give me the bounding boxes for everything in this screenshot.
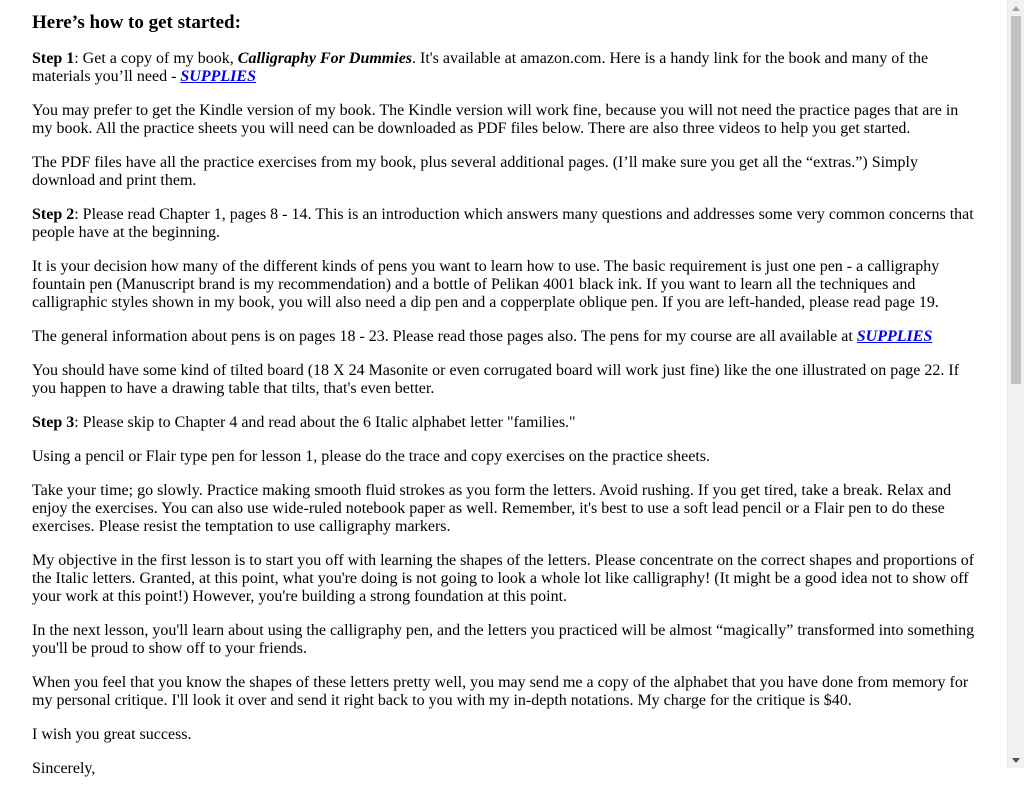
page-heading: Here’s how to get started: <box>32 12 241 33</box>
critique-paragraph: When you feel that you know the shapes of these letters pretty well, you may send me a copy of the alphabet that you have done from memory for my personal critique. I'll look it over and send it right back to you with my in-depth notations. My charge for the critique is $40. <box>32 674 969 709</box>
step-3-paragraph <box>32 414 982 432</box>
scroll-up-button[interactable] <box>1008 0 1024 16</box>
step-1-text-a: : Get a copy of my book, <box>74 50 238 67</box>
kindle-paragraph: You may prefer to get the Kindle version of my book. The Kindle version will work fine, because you will not need the practice pages that are in my book. All the practice sheets you will need can be downloaded as PDF files below. There are also three videos to help you get started. <box>32 102 959 137</box>
supplies-link-2[interactable]: SUPPLIES <box>856 328 933 345</box>
step-2-text: : Please read Chapter 1, pages 8 - 14. This is an introduction which answers many questions and addresses some very common concerns that people have at the beginning. <box>32 206 974 241</box>
general-pens-paragraph <box>32 328 982 346</box>
pdf-paragraph: The PDF files have all the practice exercises from my book, plus several additional pages. (I’ll make sure you get all the “extras.”) Simply download and print them. <box>32 154 918 189</box>
step-3-label: Step 3 <box>32 414 75 431</box>
vertical-scrollbar[interactable] <box>1007 0 1024 768</box>
pencil-paragraph: Using a pencil or Flair type pen for lesson 1, please do the trace and copy exercises on the practice sheets. <box>32 448 710 465</box>
step-1-label: Step 1 <box>32 50 75 67</box>
sincerely-paragraph: Sincerely, <box>32 760 96 777</box>
step-1-paragraph <box>32 50 982 86</box>
next-lesson-paragraph: In the next lesson, you'll learn about using the calligraphy pen, and the letters you practiced will be almost “magically” transformed into something you'll be proud to show off to your friends. <box>32 622 975 657</box>
wish-paragraph: I wish you great success. <box>32 726 192 743</box>
scrollbar-thumb[interactable] <box>1011 16 1021 384</box>
general-pens-text: The general information about pens is on pages 18 - 23. Please read those pages also. The pens for my course are all available at <box>32 328 857 345</box>
board-paragraph: You should have some kind of tilted board (18 X 24 Masonite or even corrugated board will work just fine) like the one illustrated on page 22. If you happen to have a drawing table that tilts, that's even better. <box>32 362 960 397</box>
book-title: Calligraphy For Dummies <box>237 50 413 67</box>
step-2-paragraph <box>32 206 982 242</box>
objective-paragraph: My objective in the first lesson is to start you off with learning the shapes of the letters. Please concentrate on the correct shapes and proportions of the Italic letters. Granted, at this point, what you're doing is not going to look a whole lot like calligraphy! (It might be a good idea not to show off your work at this point!) However, you're building a strong foundation at this point. <box>32 552 975 605</box>
page-content <box>32 12 982 794</box>
take-your-time-paragraph: Take your time; go slowly. Practice making smooth fluid strokes as you form the letters. Avoid rushing. If you get tired, take a break. Relax and enjoy the exercises. You can also use wide-ruled notebook paper as well. Remember, it's best to use a soft lead pencil or a Flair pen to do these exercises. Please resist the temptation to use calligraphy markers. <box>32 482 952 535</box>
scroll-down-button[interactable] <box>1008 752 1024 768</box>
triangle-down-icon <box>1012 758 1020 763</box>
step-3-text: : Please skip to Chapter 4 and read about the 6 Italic alphabet letter "families." <box>74 414 576 431</box>
step-2-label: Step 2 <box>32 206 75 223</box>
triangle-up-icon <box>1012 6 1020 11</box>
supplies-link[interactable]: SUPPLIES <box>180 68 256 85</box>
step-1-text-b: . It's available at amazon.com. Here is a handy link for the book and many of the materials you’ll need - <box>32 50 929 85</box>
pens-paragraph: It is your decision how many of the different kinds of pens you want to learn how to use. The basic requirement is just one pen - a calligraphy fountain pen (Manuscript brand is my recommendation) and a bottle of Pelikan 4001 black ink. If you want to learn all the techniques and calligraphic styles shown in my book, you will also need a dip pen and a copperplate oblique pen. If you are left-handed, please read page 19. <box>32 258 940 311</box>
